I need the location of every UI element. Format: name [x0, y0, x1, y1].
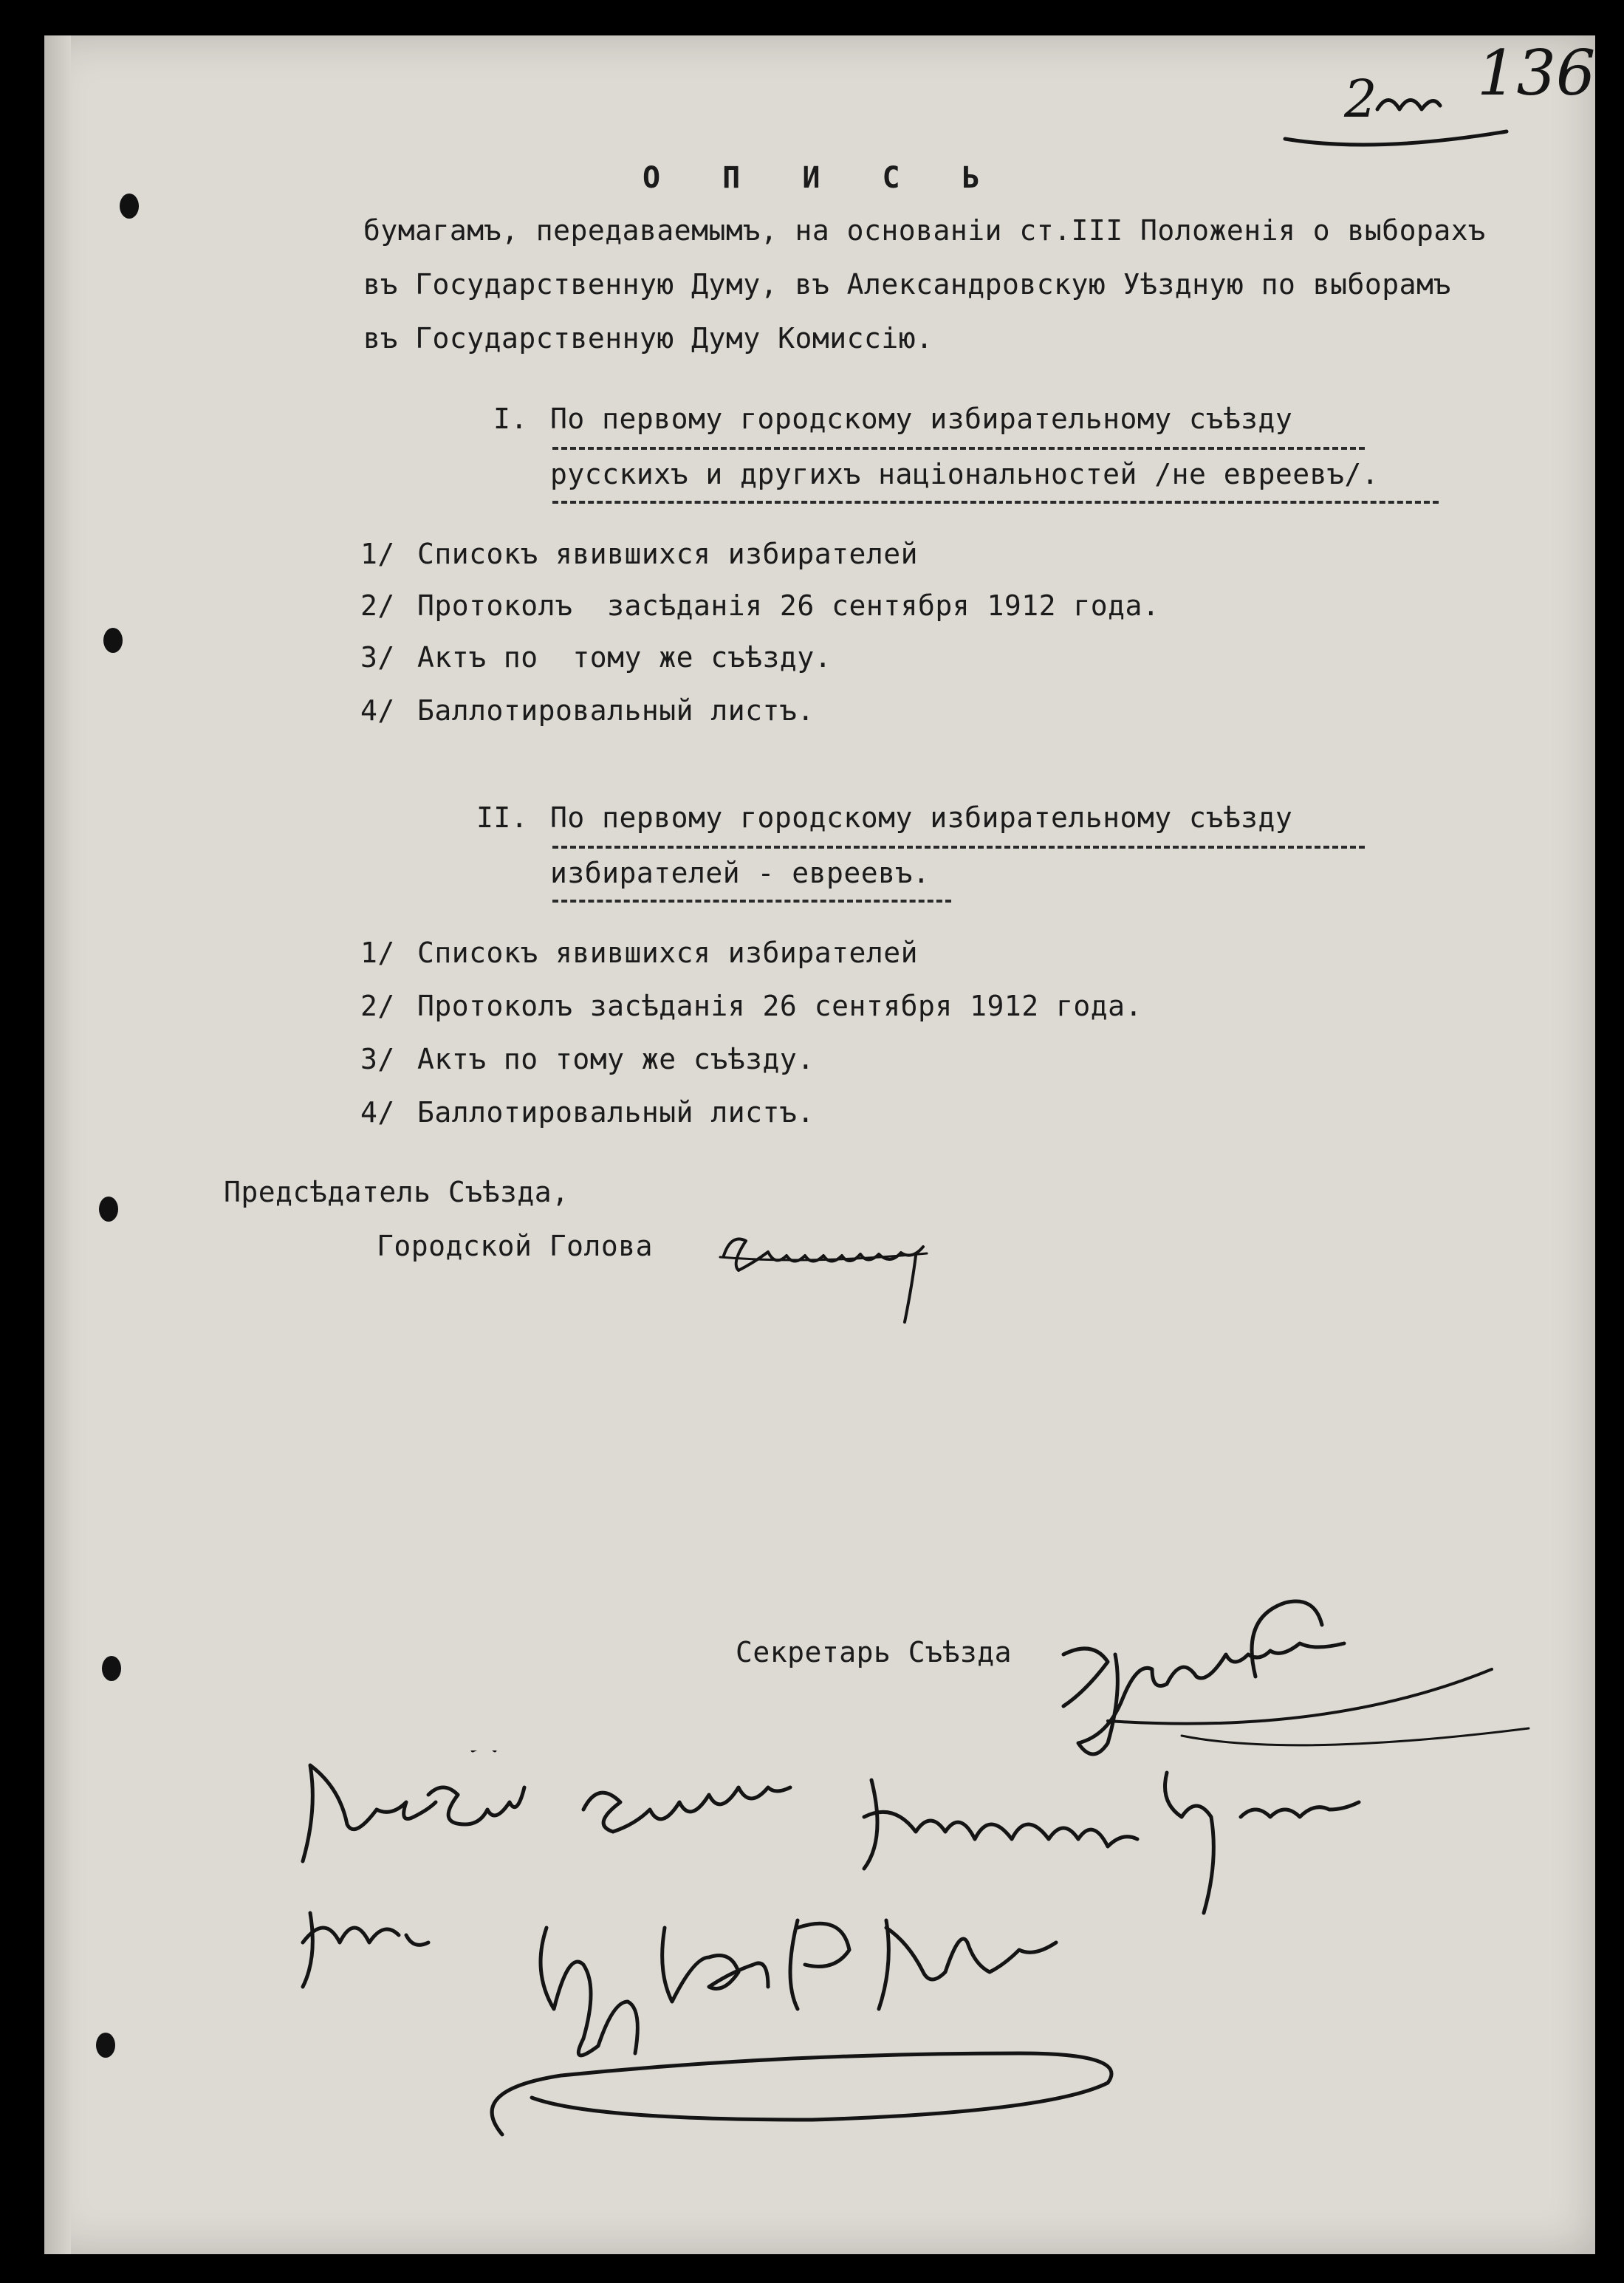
- section-2-number: II.: [476, 801, 529, 834]
- section-2-heading-line-1: По первому городскому избирательному съѣзду: [550, 801, 1293, 834]
- corner-note-handwriting: [1255, 35, 1595, 154]
- list-item-number: 2/: [360, 589, 395, 622]
- intro-line-3: въ Государственную Думу Комиссію.: [363, 322, 933, 355]
- list-item-number: 4/: [360, 1096, 395, 1129]
- punch-hole: [96, 2033, 115, 2058]
- folio-number: 136: [1477, 37, 1595, 109]
- list-item: Списокъ явившихся избирателей: [417, 538, 918, 570]
- list-item-number: 3/: [360, 641, 395, 674]
- list-item-number: 2/: [360, 990, 395, 1022]
- section-1-heading-line-1: По первому городскому избирательному съѣзду: [550, 403, 1293, 435]
- list-item-number: 3/: [360, 1043, 395, 1075]
- list-item: Протоколъ засѣданія 26 сентября 1912 года.: [417, 990, 1142, 1022]
- intro-line-1: бумагамъ, передаваемымъ, на основаніи ст.III Положенія о выборахъ: [363, 214, 1486, 247]
- page-binding-edge: [44, 35, 71, 2254]
- secretary-title: Секретарь Съѣзда: [736, 1636, 1013, 1668]
- list-item: Протоколъ засѣданія 26 сентября 1912 года.: [417, 589, 1160, 622]
- section-2-heading-line-2: избирателей - евреевъ.: [550, 857, 931, 889]
- list-item: Баллотировальный листъ.: [417, 1096, 815, 1129]
- underline: [552, 501, 1439, 504]
- punch-hole: [103, 628, 123, 653]
- list-item: Актъ по тому же съѣзду.: [417, 1043, 815, 1075]
- list-item: Списокъ явившихся избирателей: [417, 937, 918, 969]
- underline: [552, 447, 1365, 450]
- list-item-number: 1/: [360, 937, 395, 969]
- intro-line-2: въ Государственную Думу, въ Александровскую Уѣздную по выборамъ: [363, 268, 1451, 301]
- chairman-title: Предсѣдатель Съѣзда,: [224, 1176, 569, 1208]
- punch-hole: [99, 1197, 118, 1222]
- punch-hole: [102, 1656, 121, 1681]
- list-item-number: 1/: [360, 538, 395, 570]
- list-item-number: 4/: [360, 694, 395, 727]
- underline: [552, 900, 951, 903]
- section-1-heading-line-2: русскихъ и другихъ національностей /не евреевъ/.: [550, 458, 1380, 490]
- punch-hole: [120, 194, 139, 219]
- corner-note-number: 2: [1344, 69, 1377, 129]
- underline: [552, 846, 1365, 849]
- list-item: Баллотировальный листъ.: [417, 694, 815, 727]
- document-title: О П И С Ь: [643, 161, 1002, 195]
- handwritten-certification-note: [281, 1750, 1595, 2164]
- chairman-signature: [709, 1211, 1049, 1329]
- list-item: Актъ по тому же съѣзду.: [417, 641, 832, 674]
- section-1-number: I.: [493, 403, 528, 435]
- chairman-role: Городской Голова: [377, 1230, 654, 1262]
